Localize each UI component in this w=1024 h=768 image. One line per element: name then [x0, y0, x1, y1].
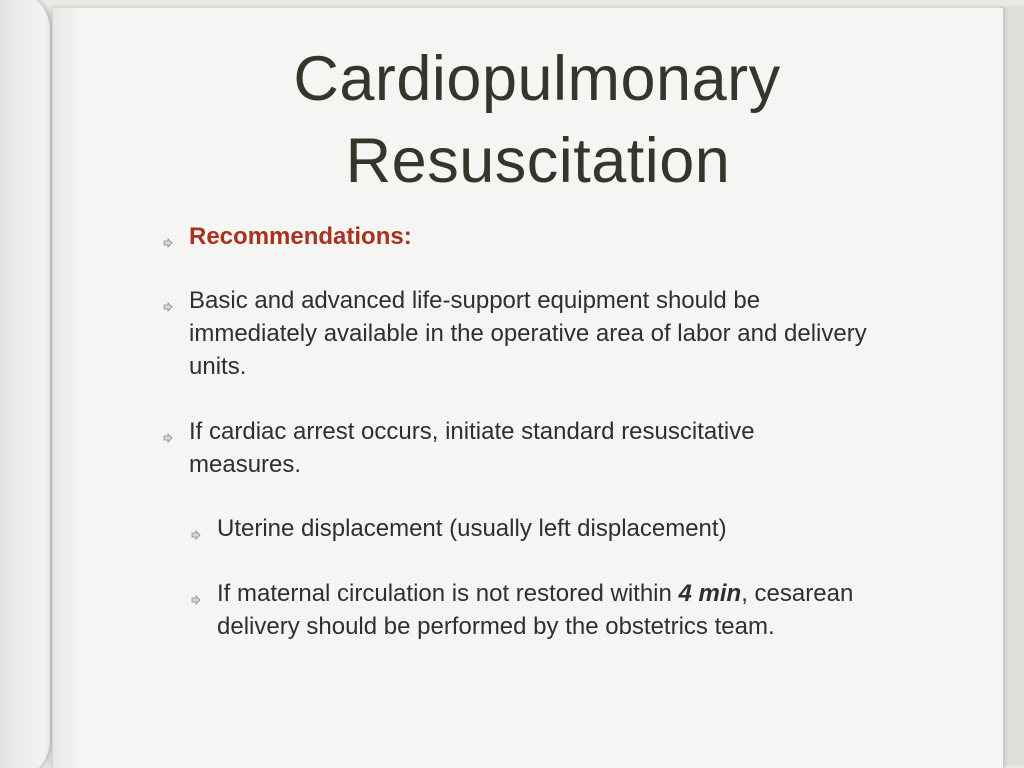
arrow-bullet-icon [191, 530, 201, 540]
sub-bullet-text-before: If maternal circulation is not restored within [217, 580, 679, 607]
bullet-text: Basic and advanced life-support equipment should be immediately available in the operative area of labor and delivery units. [189, 287, 867, 380]
bullet-text: If cardiac arrest occurs, initiate standard resuscitative measures. [189, 418, 755, 478]
sub-bullet-uterine-displacement [217, 512, 877, 545]
arrow-bullet-icon [163, 238, 173, 248]
sub-bullet-text [217, 577, 897, 643]
time-emphasis: 4 min [678, 580, 742, 607]
sub-bullet-text: Uterine displacement (usually left displacement) [217, 515, 727, 542]
arrow-bullet-icon [191, 595, 201, 605]
slide-title [0, 38, 1024, 202]
bullet-cardiac-arrest [189, 415, 869, 481]
slide-title-line-1: Cardiopulmonary [293, 44, 781, 114]
bullet-recommendations [189, 220, 889, 253]
bullet-equipment [189, 284, 869, 383]
sub-bullet-cesarean [217, 577, 897, 643]
sub-bullet-text-after: , cesarean delivery should be performed by the obstetrics team. [217, 580, 854, 640]
arrow-bullet-icon [163, 302, 173, 312]
arrow-bullet-icon [163, 433, 173, 443]
slide-title-line-2: Resuscitation [345, 126, 731, 196]
bullet-text: Recommendations: [189, 223, 412, 250]
